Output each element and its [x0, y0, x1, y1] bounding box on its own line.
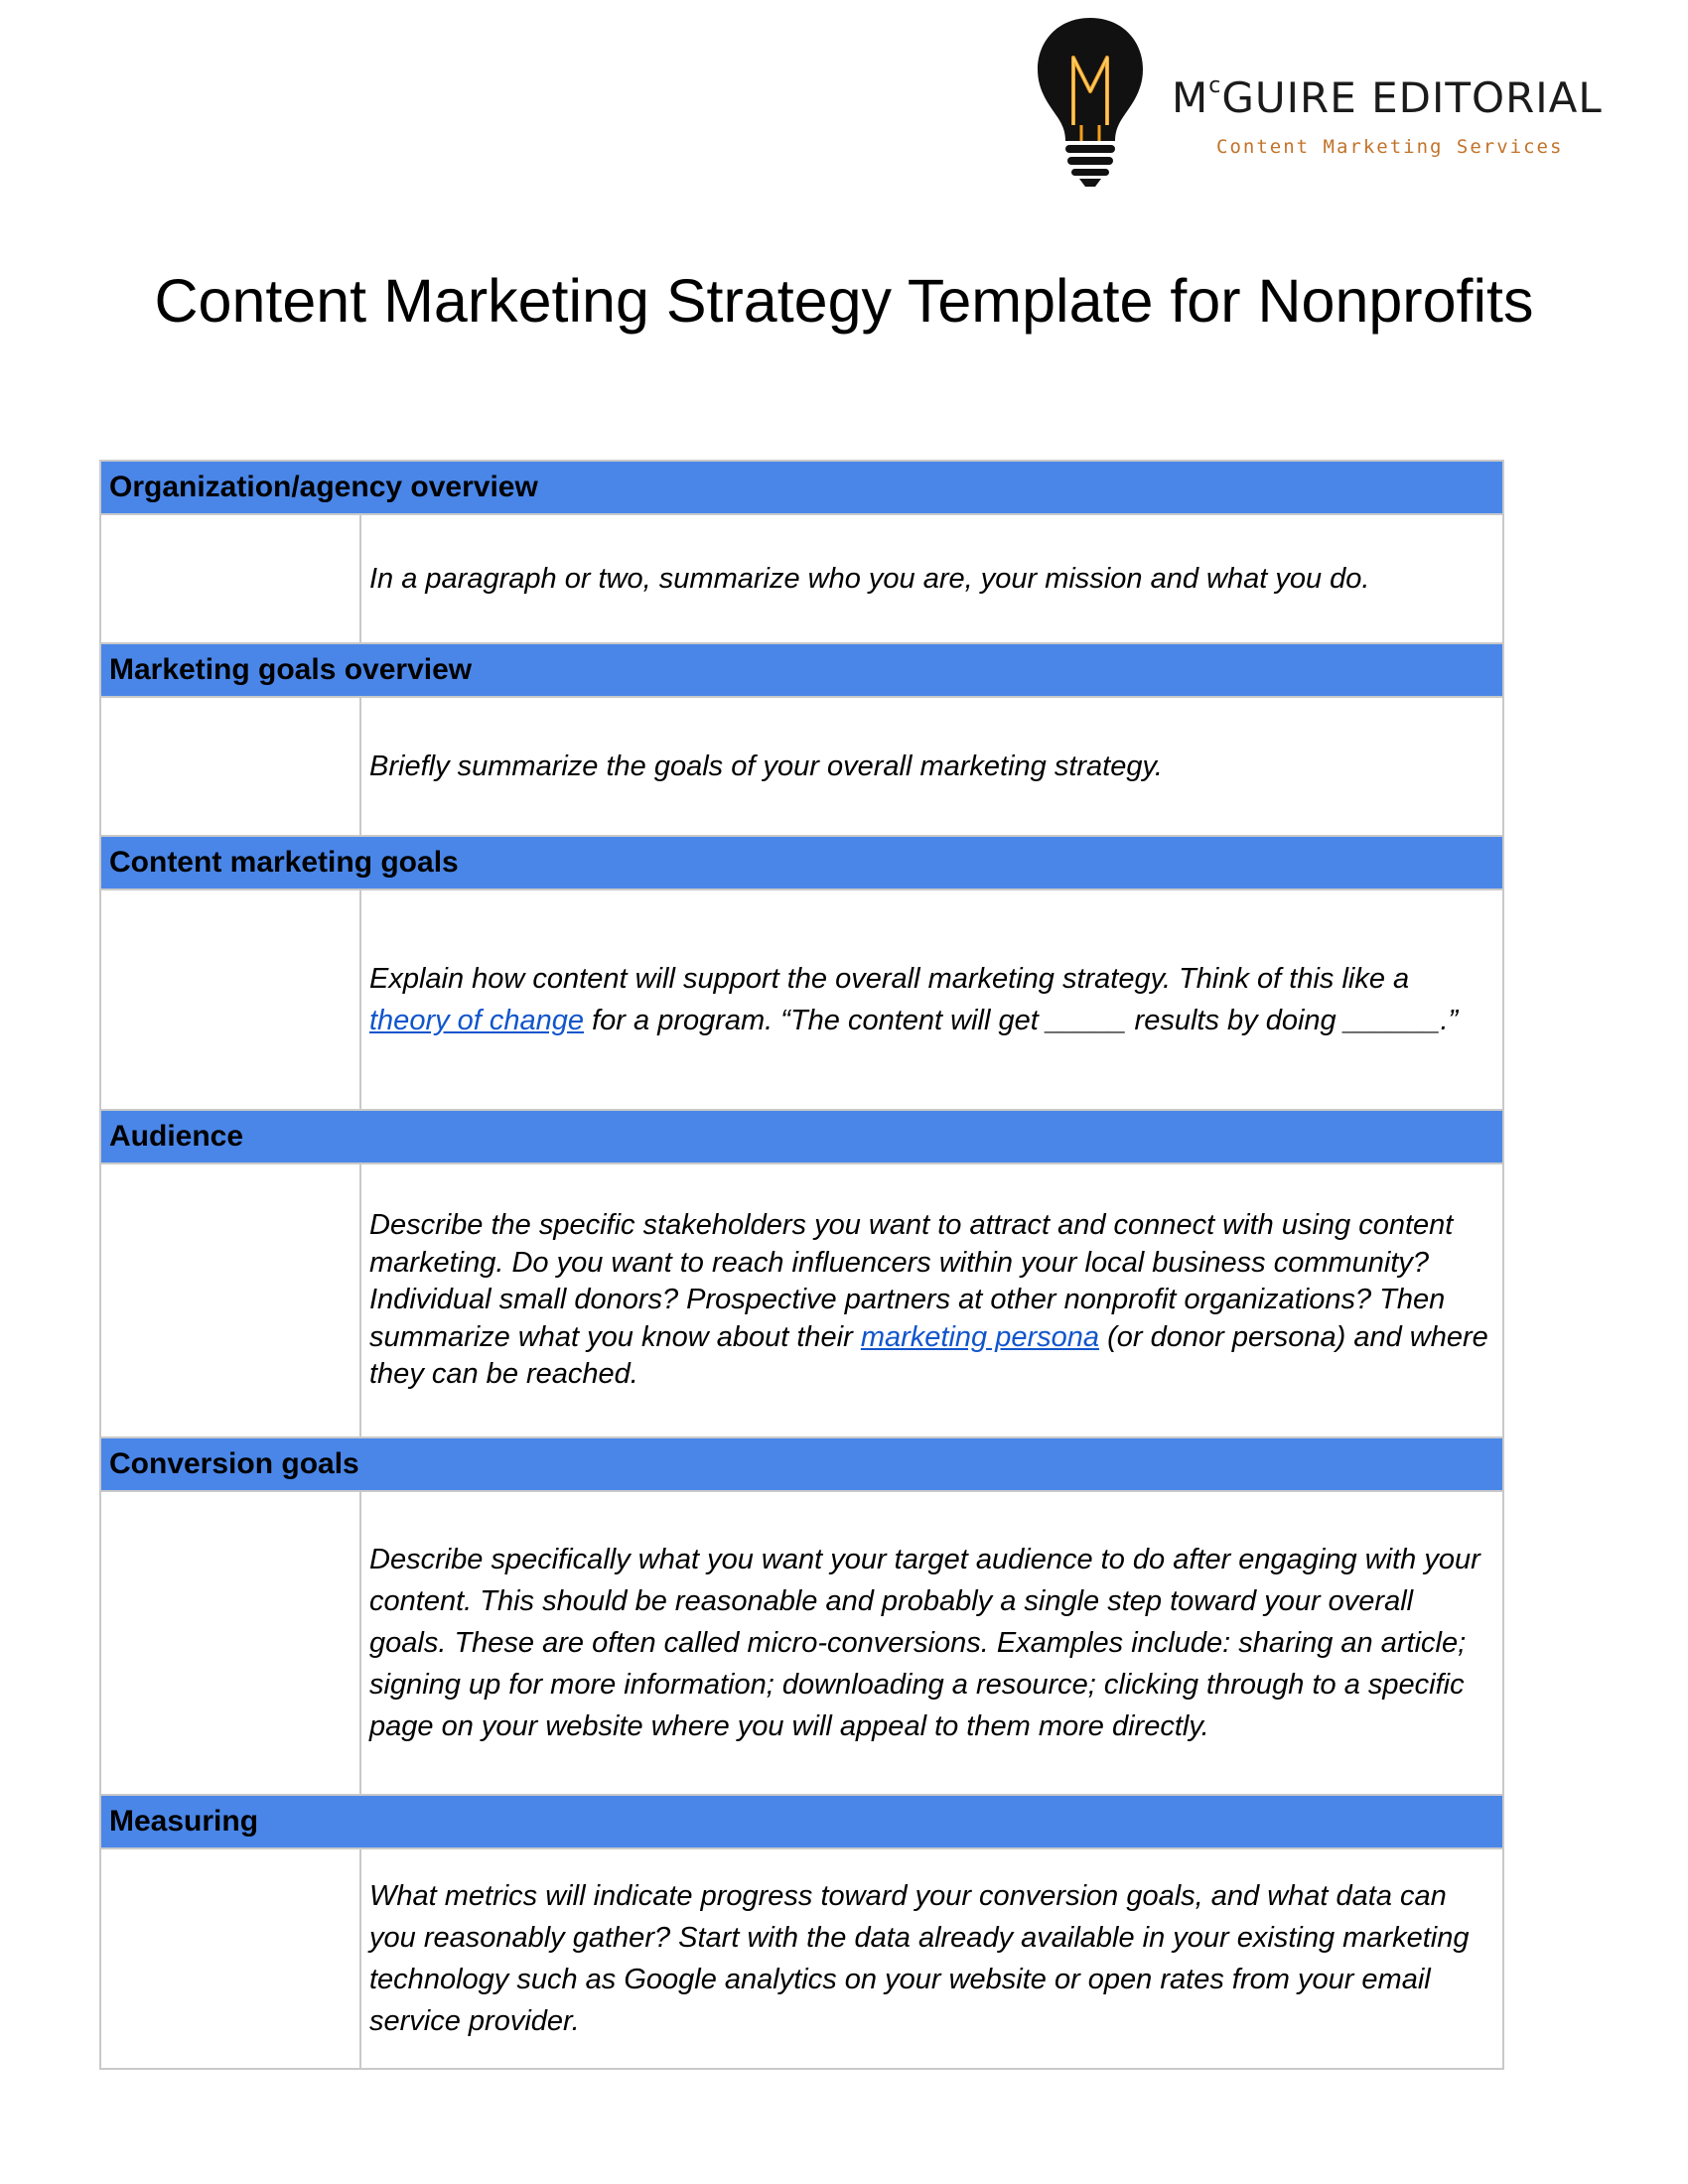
section-header-audience — [100, 1110, 1503, 1163]
section-heading: Marketing goals overview — [100, 643, 1503, 697]
section-instructions[interactable] — [360, 697, 1503, 836]
section-row-marketing-goals — [100, 697, 1503, 836]
section-instructions[interactable] — [360, 889, 1503, 1110]
section-heading: Organization/agency overview — [100, 461, 1503, 514]
section-heading: Audience — [100, 1110, 1503, 1163]
instruction-text: Briefly summarize the goals of your overall marketing strategy. — [369, 750, 1163, 782]
section-row-content-goals — [100, 889, 1503, 1110]
blank-cell[interactable] — [100, 889, 360, 1110]
section-instructions[interactable] — [360, 514, 1503, 643]
logo-wordmark: $M^cGUIRE$ EDITORIAL — [1172, 73, 1603, 122]
section-header-marketing-goals — [100, 643, 1503, 697]
logo-tagline: Content Marketing Services — [1216, 136, 1564, 158]
theory-of-change-link[interactable]: theory of change — [369, 1005, 585, 1036]
section-heading: Measuring — [100, 1795, 1503, 1848]
page-title: Content Marketing Strategy Template for Nonprofits — [154, 267, 1534, 335]
blank-cell[interactable] — [100, 697, 360, 836]
instruction-text: In a paragraph or two, summarize who you are, your mission and what you do. — [369, 562, 1370, 595]
marketing-persona-link[interactable]: marketing persona — [860, 1320, 1100, 1353]
section-instructions[interactable] — [360, 1163, 1503, 1437]
blank-cell[interactable] — [100, 1848, 360, 2069]
company-logo — [1036, 14, 1603, 193]
section-heading: Conversion goals — [100, 1437, 1503, 1491]
section-instructions[interactable] — [360, 1848, 1503, 2069]
section-heading: Content marketing goals — [100, 836, 1503, 889]
blank-cell[interactable] — [100, 1163, 360, 1437]
section-instructions[interactable] — [360, 1491, 1503, 1795]
section-header-conversion-goals — [100, 1437, 1503, 1491]
strategy-table — [99, 460, 1504, 2070]
section-row-conversion-goals — [100, 1491, 1503, 1795]
instruction-text: Explain how content will support the overall marketing strategy. Think of this like a theory of change for a program. “The content will get _____ results by doing ______.” — [369, 963, 1459, 1036]
instruction-text: Describe the specific stakeholders you want to attract and connect with using content marketing. Do you want to reach influencers within your local business community? Individual small donors? Prospective partners at other nonprofit organizations? Then summarize what you know about their marketing persona (or donor persona) and where they can be reached. — [369, 1209, 1488, 1391]
blank-cell[interactable] — [100, 1491, 360, 1795]
section-header-organization — [100, 461, 1503, 514]
blank-cell[interactable] — [100, 514, 360, 643]
section-header-measuring — [100, 1795, 1503, 1848]
instruction-text: What metrics will indicate progress toward your conversion goals, and what data can you reasonably gather? Start with the data already available in your existing marketing technology such as Google analytics on your website or open rates from your email service provider. — [369, 1880, 1470, 2037]
lightbulb-icon — [1036, 14, 1145, 188]
section-row-audience — [100, 1163, 1503, 1437]
section-row-measuring — [100, 1848, 1503, 2069]
section-row-organization — [100, 514, 1503, 643]
instruction-text: Describe specifically what you want your target audience to do after engaging with your content. This should be reasonable and probably a single step toward your overall goals. These are often called micro-conversions. Examples include: sharing an article; signing up for more information; downloading a resource; clicking through to a specific page on your website where you will appeal to them more directly. — [369, 1544, 1480, 1742]
section-header-content-goals — [100, 836, 1503, 889]
